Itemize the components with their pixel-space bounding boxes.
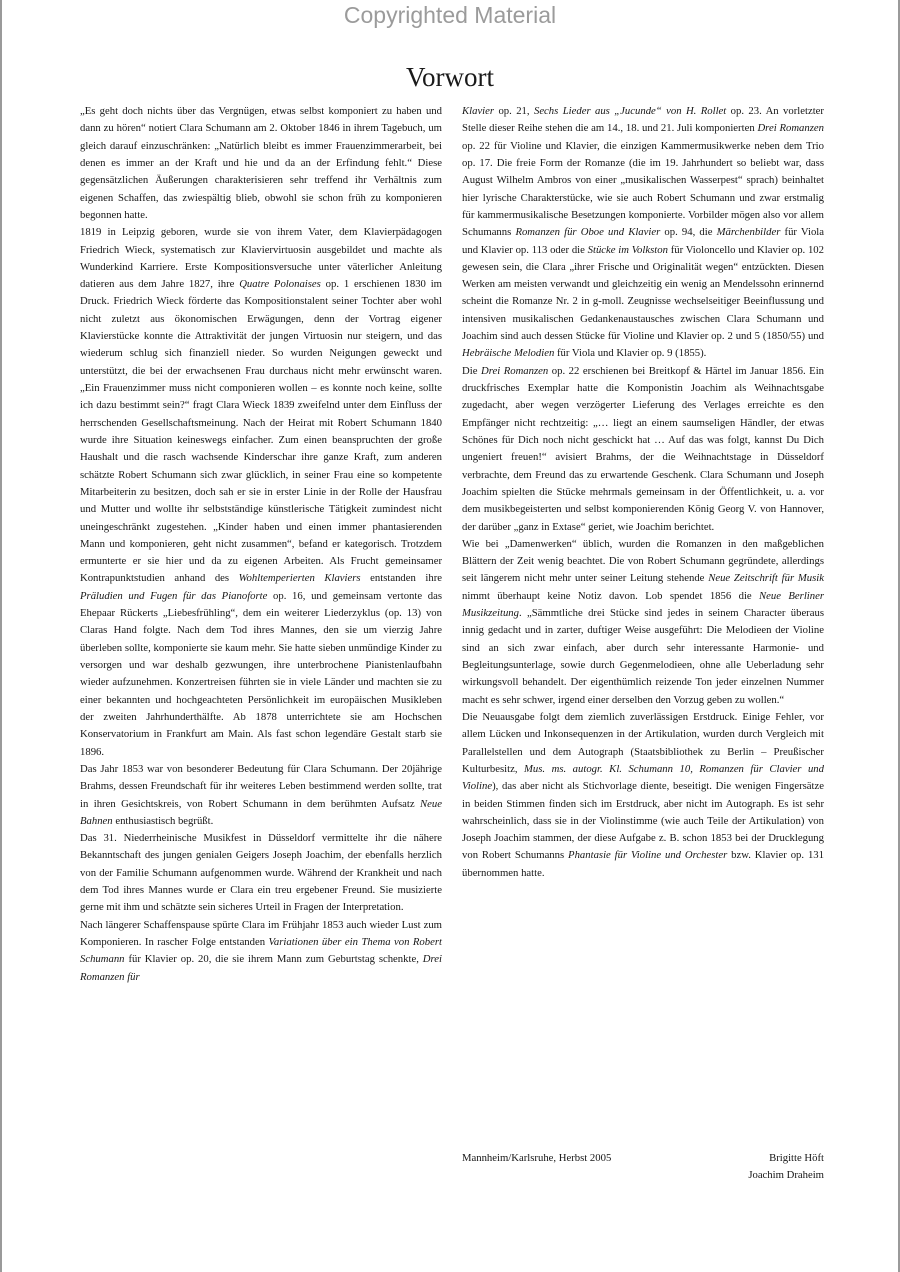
text-run: für Klavier op. 20, die sie ihrem Mann zum Geburtstag schenkte,	[124, 953, 423, 966]
paragraph	[80, 830, 442, 917]
italic-text: Variationen über ein Thema von Robert Schumann	[80, 936, 442, 966]
page-title: Vorwort	[405, 62, 494, 92]
place-date: Mannheim/Karlsruhe, Herbst 2005	[462, 1152, 612, 1164]
text-run: op. 23. An vorletzter Stelle dieser Reihe stehen die am 14., 18. und 21. Juli komponierten	[462, 105, 824, 135]
italic-text: Drei Romanzen für	[80, 953, 442, 983]
text-run: . „Sämmtliche drei Stücke sind jedes in seinem Character überaus innig gedacht und in zarter, duftiger Weise ausgeführt: Die Melodieen der Violine sind an sich zwar einfach, aber durch sehr interessante Harmonie- und Begleitungsunterlage, sowie durch Gegenmelodieen, ohne alle Ueberladung sehr wirkungsvoll behandelt. Der eigenthümlich reizende Ton jeder einzelnen Nummer macht es sehr schwer, irgend einer derselben den Vorzug geben zu wollen.“	[462, 607, 824, 706]
left-text-column	[80, 103, 442, 986]
italic-text: Stücke im Volkston	[587, 243, 668, 256]
page-edge-left	[0, 0, 2, 1272]
authors	[748, 1150, 824, 1185]
text-run: für Viola und Klavier op. 113 oder die	[462, 226, 825, 256]
text-run: op. 94, die	[660, 226, 717, 239]
paragraph	[80, 917, 442, 986]
text-run: Wie bei „Damenwerken“ üblich, wurden die Romanzen in den maßgeblichen Blättern der Zeit wenig beachtet. Die von Robert Schumann gegründete, allerdings seit längerem nicht mehr unter seiner Leitung stehende	[462, 537, 824, 585]
text-run: op. 1 erschienen 1830 im Druck. Friedrich Wieck förderte das Kompositionstalent seiner Tochter aber wohl nicht zuletzt aus ökonomischen Erwägungen, denn der Vortrag eigener Klavierstücke konnte die Attraktivität der jungen Virtuosin nur steigern, und das wiederum schlug sich finanziell nieder. So wurden Neigungen geweckt und unterstützt, die bei der erwachsenen Frau durchaus nicht mehr erwünscht waren. „Ein Frauenzimmer muss nicht componieren wollen – es konnte noch keine, sollte ich dazu bestimmt sein?“ fragt Clara Wieck 1839 zweifelnd unter dem Einfluss der herrschenden Gesellschaftsmeinung. Nach der Heirat mit Robert Schumann 1840 wurde ihre Situation keineswegs einfacher. Zum einen beanspruchten der große Haushalt und die rasch wachsende Kinderschar ihre ganze Kraft, zum anderen schätzte Robert Schumann sich zwar glücklich, in seiner Frau eine so kompetente Mitarbeiterin zu besitzen, doch sah er sie in erster Linie in der Rolle der Hausfrau und Mutter und wollte ihr selbstständige künstlerische Tätigkeit zumindest nicht uneingeschränkt zugestehen. „Kinder haben und einen immer phantasierenden Mann und komponieren, geht nicht zusammen“, befand er kategorisch. Trotzdem ermunterte er sie hier und da zu eigenen Arbeiten. Als Frucht gemeinsamer Kontrapunktstudien anhand des	[80, 278, 442, 585]
text-run: „Es geht doch nichts über das Vergnügen, etwas selbst komponiert zu haben und dann zu hören“ notiert Clara Schumann am 2. Oktober 1846 in ihrem Tagebuch, um gleich darauf einzuschränken: „Natürlich bleibt es immer Frauenzimmerarbeit, bei denen es immer an der Kraft und hie und da an der Erfindung fehlt.“ Diese gegensätzlichen Äußerungen charakterisieren sehr treffend ihr Verhältnis zum eigenen Schaffen, das zwiespältig blieb, obwohl sie schon früh zu komponieren begonnen hatte.	[80, 105, 442, 221]
text-run: nimmt überhaupt keine Notiz davon. Lob spendet 1856 die	[462, 589, 760, 602]
italic-text: Sechs Lieder aus „Jucunde“ von H. Rollet	[533, 105, 727, 117]
text-run: 1819 in Leipzig geboren, wurde sie von ihrem Vater, dem Klavierpädagogen Friedrich Wieck, systematisch zur Klaviervirtuosin ausgebildet und machte als Wunderkind Karriere. Erste Kompositionsversuche unter väterlicher Anleitung datieren aus dem Jahre 1827, ihre	[80, 226, 442, 291]
text-run: entstanden ihre	[360, 572, 442, 585]
text-run: für Violoncello und Klavier op. 102 gewesen sein, die Clara „ihrer Frische und Originalität wegen“ entzückten. Diesen Werken am meisten verwandt und gleichzeitig ein wenig an Mendelssohn erinnernd scheint die Romanze Nr. 2 in g-moll. Zeugnisse wechselseitiger Beeinflussung und intensiven musikalischen Gedankenaustausches zwischen Clara Schumann und Joachim sind auch dessen Stücke für Violine und Klavier op. 2 und 5 (1850/55) und	[462, 243, 824, 343]
text-run: op. 21,	[494, 105, 534, 117]
italic-text: Präludien und Fugen für das Pianoforte	[80, 589, 268, 602]
italic-text: Mus. ms. autogr. Kl. Schumann 10, Romanzen für Clavier und Violine	[462, 762, 824, 793]
italic-text: Phantasie für Violine und Orchester	[568, 849, 728, 862]
italic-text: Wohltemperierten Klaviers	[238, 572, 361, 585]
italic-text: Neue Bahnen	[80, 797, 442, 827]
paragraph	[462, 363, 824, 536]
paragraph	[462, 536, 824, 709]
paragraph	[462, 103, 824, 363]
italic-text: Hebräische Melodien	[462, 347, 555, 360]
italic-text: Romanzen für Oboe und Klavier	[515, 226, 661, 239]
text-run: op. 16, und gemeinsam vertonte das Ehepaar Rückerts „Liebesfrühling“, dem ein weiterer Liederzyklus (op. 13) von Claras Hand folgte. Nach dem Tod ihres Mannes, den sie um vierzig Jahre überleben sollte, komponierte sie kaum mehr. Sie hatte sieben unmündige Kinder zu versorgen und war deshalb gezwungen, ihre unterbrochene Pianistenlaufbahn wieder aufzunehmen. Konzertreisen führten sie in viele Länder und machten sie zu einer bekannten und hochgeachteten Persönlichkeit im europäischen Musikleben der zweiten Jahrhunderthälfte. Ab 1878 unterrichtete sie am Hochschen Konservatorium in Frankfurt am Main. Als fast schon legendäre Gestalt starb sie 1896.	[80, 589, 442, 758]
right-text-column	[462, 103, 824, 882]
paragraph	[462, 709, 824, 882]
paragraph	[80, 224, 442, 761]
text-run: op. 22 erschienen bei Breitkopf & Härtel im Januar 1856. Ein druckfrisches Exemplar hatte die Komponistin Joachim als Weihnachtsgabe zugedacht, aber wegen verzögerter Lieferung des Verlages erreichte es den Empfänger nicht rechtzeitig: „… liegt an einem saumseligen Händler, der etwas Schönes für Dich noch nicht geschickt hat … Auf das was folgt, kannst Du Dich ungeniert freuen!“ avisiert Brahms, der die Weihnachtstage in Düsseldorf verbrachte, dem Freund das zu erwartende Geschenk. Clara Schumann und Joseph Joachim spielten die Stücke mehrmals gemeinsam in der Öffentlichkeit, u. a. vor dem musikbegeisterten und selbst komponierenden König Georg V. von Hannover, der darüber „ganz in Extase“ geriet, wie Joachim berichtet.	[462, 364, 825, 533]
italic-text: Neue Zeitschrift für Musik	[708, 572, 824, 585]
text-run: Das 31. Niederrheinische Musikfest in Düsseldorf vermittelte ihr die nähere Bekanntschaft des jungen genialen Geigers Joseph Joachim, der ebenfalls herzlich von der Familie Schumann aufgenommen wurde. Während der Krankheit und nach dem Tod ihres Mannes wurde er Clara ein treu ergebener Freund. Sie musizierte gerne mit ihm und schätzte sein sicheres Urteil in Fragen der Interpretation.	[80, 832, 442, 914]
italic-text: Drei Romanzen	[757, 122, 824, 135]
italic-text: Neue Berliner Musikzeitung	[462, 589, 825, 620]
italic-text: Klavier	[462, 105, 495, 117]
text-run: op. 22 für Violine und Klavier, die einzigen Kammermusikwerke neben dem Trio op. 17. Die freie Form der Romanze (die im 19. Jahrhundert so beliebt war, dass August Wilhelm Ambros von einer „musikalischen Wasserpest“ sprach) beinhaltet hier lyrische Charakterstücke, wie sie auch Robert Schumann und zwar erstmalig für kammermusikalische Besetzungen komponierte. Vorbilder mögen also vor allem Schumanns	[462, 139, 824, 239]
text-run: enthusiastisch begrüßt.	[112, 814, 214, 827]
italic-text: Drei Romanzen	[480, 364, 549, 377]
text-run: Die	[462, 364, 481, 377]
author-name: Joachim Draheim	[748, 1169, 824, 1182]
text-run: Nach längerer Schaffenspause spürte Clara im Frühjahr 1853 auch wieder Lust zum Komponieren. In rascher Folge entstanden	[80, 918, 442, 948]
text-run: bzw. Klavier op. 131 übernommen hatte.	[462, 849, 824, 879]
italic-text: Märchenbilder	[716, 226, 781, 239]
text-run: ), das aber nicht als Stichvorlage diente, beseitigt. Die wenigen Fingersätze in beiden Stimmen finden sich im Erstdruck, aber nicht im Autograph. Es ist sehr wahrscheinlich, dass sie in der Violinstimme (wie auch Teile der Artikulation) von Joseph Joachim stammen, der diese Aufgabe z. B. schon 1853 bei der Drucklegung von Robert Schumanns	[462, 780, 824, 862]
text-run: Das Jahr 1853 war von besonderer Bedeutung für Clara Schumann. Der 20jährige Brahms, dessen Freundschaft für ihr weiteres Leben bestimmend werden sollte, trat in ihren Gesichtskreis, von Robert Schumann in dem berühmten Aufsatz	[80, 762, 442, 810]
text-run: Die Neuausgabe folgt dem ziemlich zuverlässigen Erstdruck. Einige Fehler, vor allem Lücken und Inkonsequenzen in der Artikulation, wurden durch Vergleich mit Parallelstellen und dem Autograph (Staatsbibliothek zu Berlin – Preußischer Kulturbesitz,	[462, 710, 824, 775]
text-run: für Viola und Klavier op. 9 (1855).	[554, 347, 707, 360]
copyright-watermark: Copyrighted Material	[343, 2, 557, 28]
paragraph	[80, 103, 442, 224]
paragraph	[80, 761, 442, 830]
italic-text: Quatre Polonaises	[239, 278, 321, 291]
author-name: Brigitte Höft	[769, 1152, 824, 1164]
